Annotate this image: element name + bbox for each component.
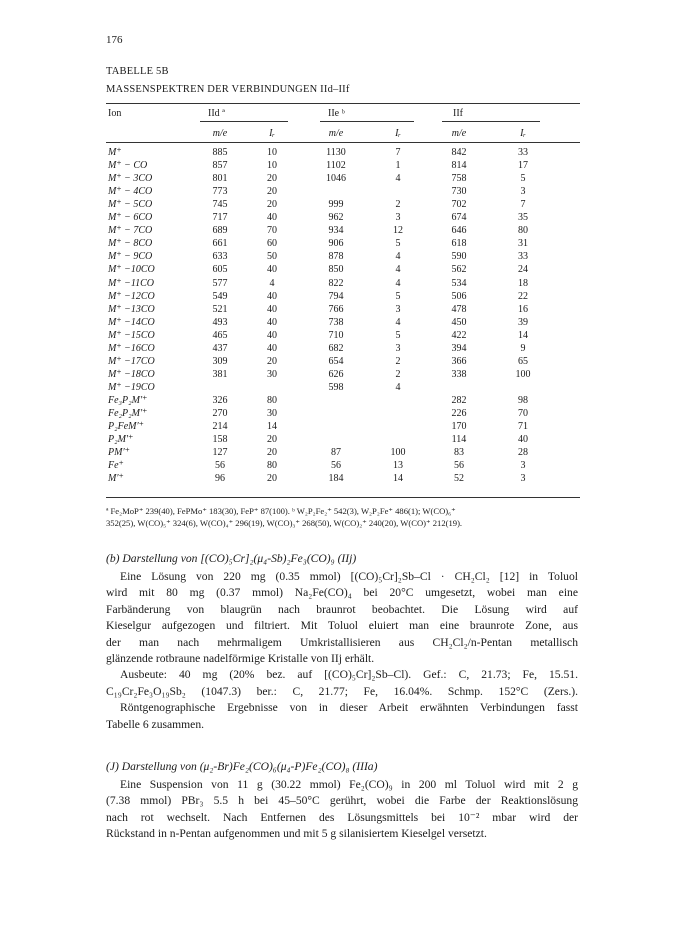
- table-cell: 4: [395, 382, 401, 393]
- table-cell: 16: [518, 304, 528, 315]
- table-cell: 598: [328, 382, 344, 393]
- column-group-rule: [200, 121, 288, 122]
- table-cell: 65: [518, 356, 528, 367]
- table-cell: 20: [267, 473, 277, 484]
- table-row-ion: M⁺ −16CO: [108, 343, 155, 354]
- table-cell: 40: [267, 304, 277, 315]
- table-cell: 4: [395, 173, 401, 184]
- body-line: Farbänderung von blaugrün nach braunrot beobachtet. Die Lösung wird auf: [106, 602, 578, 616]
- table-row-ion: Fe⁺: [108, 460, 124, 471]
- table-cell: 40: [267, 291, 277, 302]
- column-header-ir: Iᵣ: [395, 128, 401, 139]
- table-cell: 20: [267, 356, 277, 367]
- table-cell: 24: [518, 264, 528, 275]
- table-cell: 4: [395, 264, 401, 275]
- table-cell: 738: [328, 317, 344, 328]
- table-cell: 326: [212, 395, 228, 406]
- table-cell: 87: [331, 447, 341, 458]
- table-cell: 28: [518, 447, 528, 458]
- table-cell: 450: [451, 317, 467, 328]
- table-cell: 56: [331, 460, 341, 471]
- table-row-ion: M⁺ −14CO: [108, 317, 155, 328]
- table-cell: 3: [520, 186, 526, 197]
- table-cell: 654: [328, 356, 344, 367]
- column-group-header: IIf: [453, 108, 463, 119]
- table-cell: 801: [212, 173, 228, 184]
- table-cell: 14: [267, 421, 277, 432]
- table-cell: 478: [451, 304, 467, 315]
- table-cell: 282: [451, 395, 467, 406]
- table-cell: 13: [393, 460, 403, 471]
- table-cell: 20: [267, 434, 277, 445]
- table-cell: 270: [212, 408, 228, 419]
- table-cell: 822: [328, 278, 344, 289]
- table-cell: 2: [395, 199, 401, 210]
- table-cell: 7: [520, 199, 526, 210]
- table-cell: 9: [520, 343, 526, 354]
- table-cell: 3: [520, 460, 526, 471]
- table-cell: 20: [267, 199, 277, 210]
- table-cell: 60: [267, 238, 277, 249]
- table-cell: 17: [518, 160, 528, 171]
- table-cell: 35: [518, 212, 528, 223]
- table-cell: 184: [328, 473, 344, 484]
- table-row-ion: M⁺ − 6CO: [108, 212, 153, 223]
- table-row-ion: M⁺ − CO: [108, 160, 148, 171]
- table-cell: 100: [515, 369, 531, 380]
- table-cell: 20: [267, 447, 277, 458]
- table-cell: 3: [395, 304, 401, 315]
- table-cell: 590: [451, 251, 467, 262]
- table-cell: 381: [212, 369, 228, 380]
- table-cell: 506: [451, 291, 467, 302]
- column-group-header: IIe ᵇ: [328, 108, 345, 119]
- table-row-ion: Fe₂P₂M′⁺: [108, 408, 148, 419]
- table-row-ion: M⁺ −17CO: [108, 356, 155, 367]
- table-cell: 80: [267, 395, 277, 406]
- table-row-ion: M⁺: [108, 147, 122, 158]
- table-cell: 12: [393, 225, 403, 236]
- table-cell: 906: [328, 238, 344, 249]
- table-cell: 14: [393, 473, 403, 484]
- body-line: nach rot wechselt. Nach Entfernen des Lösungsmittels bei 10⁻² mbar wird der: [106, 810, 578, 824]
- table-top-rule: [106, 103, 580, 104]
- body-line: Eine Lösung von 220 mg (0.35 mmol) [(CO)₅Cr]₂Sb–Cl · CH₂Cl₂ [12] in Toluol: [120, 570, 578, 583]
- table-cell: 22: [518, 291, 528, 302]
- table-cell: 40: [267, 343, 277, 354]
- table-cell: 5: [395, 291, 401, 302]
- table-cell: 114: [451, 434, 467, 445]
- table-row-ion: M⁺ −11CO: [108, 278, 155, 289]
- table-label: TABELLE 5B: [106, 66, 169, 77]
- table-row-ion: Fe₃P₂M′⁺: [108, 395, 148, 406]
- table-cell: 646: [451, 225, 467, 236]
- table-cell: 56: [215, 460, 225, 471]
- page-number: 176: [106, 34, 123, 46]
- section-b-heading: (b) Darstellung von [(CO)₅Cr]₂(μ₄-Sb)₂Fe₃(CO)₉ (IIj): [106, 552, 357, 565]
- table-cell: 885: [212, 147, 228, 158]
- header-bottom-rule: [106, 142, 580, 143]
- table-cell: 20: [267, 186, 277, 197]
- table-row-ion: M⁺ − 7CO: [108, 225, 153, 236]
- table-cell: 40: [267, 264, 277, 275]
- table-cell: 437: [212, 343, 228, 354]
- table-cell: 40: [267, 317, 277, 328]
- table-cell: 18: [518, 278, 528, 289]
- table-cell: 5: [395, 330, 401, 341]
- table-footnotes: [106, 505, 576, 529]
- table-cell: 5: [395, 238, 401, 249]
- table-row-ion: M⁺ −10CO: [108, 264, 155, 275]
- table-cell: 394: [451, 343, 467, 354]
- body-line: Tabelle 6 zusammen.: [106, 717, 205, 731]
- column-header-ir: Iᵣ: [520, 128, 526, 139]
- table-cell: 773: [212, 186, 228, 197]
- table-cell: 127: [212, 447, 228, 458]
- table-row-ion: M⁺ − 8CO: [108, 238, 153, 249]
- table-cell: 7: [395, 147, 401, 158]
- table-cell: 794: [328, 291, 344, 302]
- footnote-line: ª Fe₂MoP⁺ 239(40), FePMo⁺ 183(30), FeP⁺ 87(100). ᵇ W₂P₂Fe₂⁺ 542(3), W₂P₂Fe⁺ 486(1); W(CO)₆⁺: [106, 506, 456, 516]
- table-cell: 1130: [326, 147, 346, 158]
- body-line: der man nach mehrmaligem Umkristallisieren aus CH₂Cl₂/n-Pentan metallisch: [106, 635, 578, 649]
- table-cell: 5: [520, 173, 526, 184]
- table-cell: 80: [518, 225, 528, 236]
- body-line: wird mit 80 mg (0.37 mmol) Na₂Fe(CO)₄ bei 20°C umgesetzt, wobei man eine: [106, 586, 578, 600]
- table-cell: 56: [454, 460, 464, 471]
- table-cell: 857: [212, 160, 228, 171]
- table-row-ion: M⁺ − 9CO: [108, 251, 153, 262]
- table-cell: 934: [328, 225, 344, 236]
- table-row-ion: M⁺ − 4CO: [108, 186, 153, 197]
- table-cell: 710: [328, 330, 344, 341]
- table-cell: 20: [267, 173, 277, 184]
- table-cell: 170: [451, 421, 467, 432]
- column-group-rule: [442, 121, 540, 122]
- table-cell: 1046: [326, 173, 346, 184]
- table-cell: 1102: [326, 160, 346, 171]
- section-j-body: [106, 777, 578, 843]
- table-cell: 98: [518, 395, 528, 406]
- column-header-me: m/e: [328, 128, 344, 139]
- table-cell: 534: [451, 278, 467, 289]
- table-cell: 878: [328, 251, 344, 262]
- section-j-heading: (J) Darstellung von (μ₂-Br)Fe₂(CO)₆(μ₄-P)Fe₂(CO)₈ (IIIa): [106, 760, 378, 773]
- column-header-me: m/e: [451, 128, 467, 139]
- table-cell: 33: [518, 251, 528, 262]
- table-cell: 626: [328, 369, 344, 380]
- section-b-body: [106, 569, 578, 733]
- table-cell: 30: [267, 408, 277, 419]
- column-group-rule: [320, 121, 414, 122]
- table-row-ion: M⁺ −13CO: [108, 304, 155, 315]
- table-cell: 493: [212, 317, 228, 328]
- table-row-ion: M′⁺: [108, 473, 124, 484]
- body-line: (7.38 mmol) PBr₃ 5.5 h bei 45–50°C gerührt, wobei die Farbe der Reaktionslösung: [106, 794, 578, 808]
- column-header-me: m/e: [212, 128, 228, 139]
- table-cell: 689: [212, 225, 228, 236]
- table-row-ion: M⁺ − 5CO: [108, 199, 153, 210]
- table-row-ion: M⁺ −15CO: [108, 330, 155, 341]
- table-cell: 10: [267, 160, 277, 171]
- table-cell: 83: [454, 447, 464, 458]
- body-line: glänzende rotbraune nadelförmige Kristalle von IIj erhält.: [106, 652, 375, 666]
- table-cell: 422: [451, 330, 467, 341]
- table-cell: 70: [518, 408, 528, 419]
- table-cell: 52: [454, 473, 464, 484]
- body-line: Eine Suspension von 11 g (30.22 mmol) Fe₂(CO)₉ in 200 ml Toluol wird mit 2 g: [120, 778, 578, 791]
- table-cell: 814: [451, 160, 467, 171]
- table-cell: 309: [212, 356, 228, 367]
- table-cell: 39: [518, 317, 528, 328]
- table-cell: 226: [451, 408, 467, 419]
- table-cell: 4: [395, 278, 401, 289]
- table-cell: 96: [215, 473, 225, 484]
- table-cell: 758: [451, 173, 467, 184]
- table-title: MASSENSPEKTREN DER VERBINDUNGEN IId–IIf: [106, 84, 350, 95]
- table-cell: 717: [212, 212, 228, 223]
- table-cell: 661: [212, 238, 228, 249]
- table-cell: 766: [328, 304, 344, 315]
- table-cell: 2: [395, 356, 401, 367]
- table-cell: 2: [395, 369, 401, 380]
- table-cell: 682: [328, 343, 344, 354]
- table-cell: 71: [518, 421, 528, 432]
- table-cell: 465: [212, 330, 228, 341]
- table-cell: 40: [267, 330, 277, 341]
- body-line: C₁₉Cr₂Fe₃O₁₉Sb₂ (1047.3) ber.: C, 21.77; Fe, 16.04%. Schmp. 152°C (Zers.).: [106, 684, 578, 698]
- column-header-ion: Ion: [108, 108, 122, 119]
- footnote-line: 352(25), W(CO)₅⁺ 324(6), W(CO)₄⁺ 296(19), W(CO)₃⁺ 268(50), W(CO)₂⁺ 240(20), W(CO)⁺ 212(19).: [106, 518, 463, 528]
- body-line: Rückstand in n-Pentan aufgenommen und mit 5 g silanisiertem Kieselgel versetzt.: [106, 827, 487, 841]
- table-row-ion: PM′⁺: [108, 447, 130, 458]
- table-cell: 4: [395, 317, 401, 328]
- table-cell: 605: [212, 264, 228, 275]
- table-cell: 70: [267, 225, 277, 236]
- table-cell: 214: [212, 421, 228, 432]
- table-cell: 366: [451, 356, 467, 367]
- table-cell: 702: [451, 199, 467, 210]
- table-row-ion: P₂FeM′⁺: [108, 421, 144, 432]
- table-cell: 549: [212, 291, 228, 302]
- table-cell: 80: [267, 460, 277, 471]
- column-header-ir: Iᵣ: [269, 128, 275, 139]
- table-cell: 14: [518, 330, 528, 341]
- table-row-ion: M⁺ − 3CO: [108, 173, 153, 184]
- table-cell: 3: [395, 212, 401, 223]
- table-cell: 30: [267, 369, 277, 380]
- table-cell: 999: [328, 199, 344, 210]
- table-cell: 40: [267, 212, 277, 223]
- table-cell: 33: [518, 147, 528, 158]
- table-cell: 3: [520, 473, 526, 484]
- table-cell: 842: [451, 147, 467, 158]
- table-cell: 562: [451, 264, 467, 275]
- table-cell: 4: [395, 251, 401, 262]
- column-group-header: IId ª: [208, 108, 225, 119]
- table-cell: 521: [212, 304, 228, 315]
- table-cell: 4: [269, 278, 275, 289]
- table-row-ion: P₂M′⁺: [108, 434, 134, 445]
- table-cell: 730: [451, 186, 467, 197]
- table-cell: 50: [267, 251, 277, 262]
- table-cell: 618: [451, 238, 467, 249]
- table-row-ion: M⁺ −12CO: [108, 291, 155, 302]
- table-cell: 577: [212, 278, 228, 289]
- table-cell: 3: [395, 343, 401, 354]
- table-bottom-rule: [106, 497, 580, 498]
- table-cell: 1: [395, 160, 401, 171]
- body-line: Ausbeute: 40 mg (20% bez. auf [(CO)₅Cr]₂Sb–Cl). Gef.: C, 21.73; Fe, 15.51.: [120, 668, 578, 682]
- table-cell: 158: [212, 434, 228, 445]
- table-cell: 633: [212, 251, 228, 262]
- table-cell: 100: [390, 447, 406, 458]
- table-cell: 674: [451, 212, 467, 223]
- table-cell: 850: [328, 264, 344, 275]
- table-cell: 962: [328, 212, 344, 223]
- table-row-ion: M⁺ −19CO: [108, 382, 155, 393]
- table-cell: 40: [518, 434, 528, 445]
- table-cell: 10: [267, 147, 277, 158]
- table-row-ion: M⁺ −18CO: [108, 369, 155, 380]
- body-line: Kieselgur aufgezogen und filtriert. Mit Toluol eluiert man eine braunrote Zone, aus: [106, 619, 578, 633]
- table-cell: 31: [518, 238, 528, 249]
- table-cell: 745: [212, 199, 228, 210]
- table-cell: 338: [451, 369, 467, 380]
- body-line: Röntgenographische Ergebnisse von in dieser Arbeit erwähnten Verbindungen fasst: [120, 701, 578, 715]
